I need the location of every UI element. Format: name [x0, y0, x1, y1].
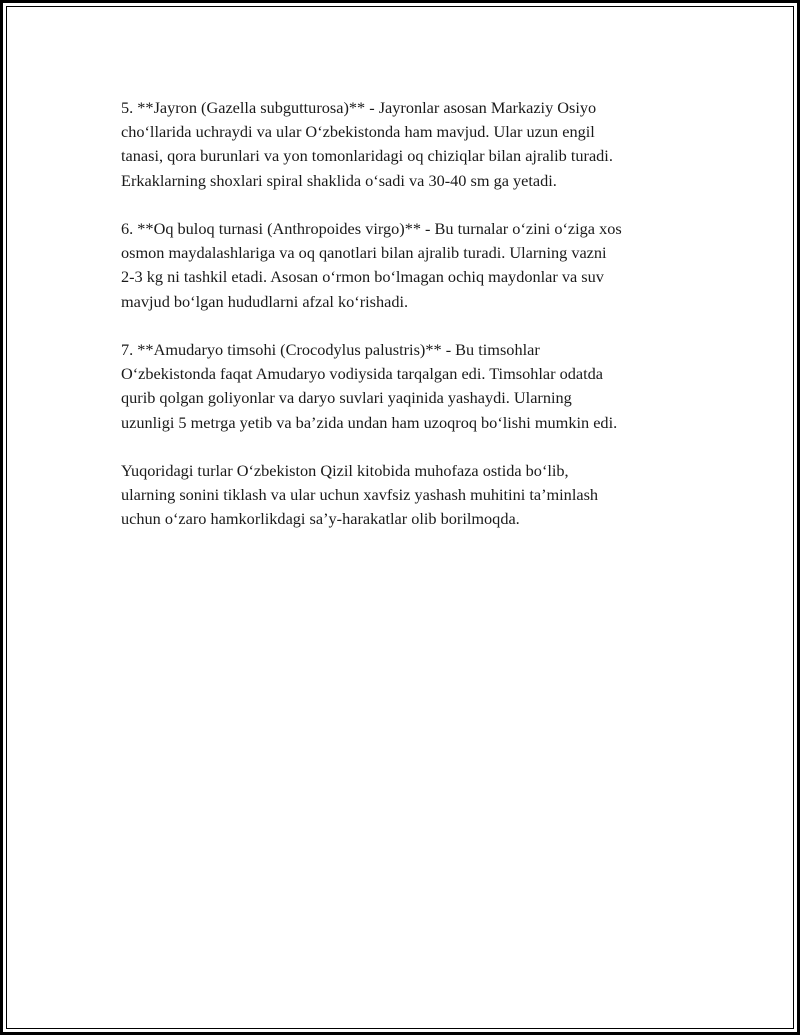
- paragraph-jayron: [121, 96, 701, 193]
- text-line: 5. **Jayron (Gazella subgutturosa)** - Jayronlar asosan Markaziy Osiyo: [121, 98, 597, 117]
- text-line: tanasi, qora burunlari va yon tomonlaridagi oq chiziqlar bilan ajralib turadi.: [121, 146, 613, 166]
- text-line: 2-3 kg ni tashkil etadi. Asosan o‘rmon bo‘lmagan ochiq maydonlar va suv: [121, 267, 604, 287]
- text-line: cho‘llarida uchraydi va ular O‘zbekistonda ham mavjud. Ular uzun engil: [121, 122, 595, 142]
- paragraph-conclusion: [121, 459, 701, 532]
- text-line: mavjud bo‘lgan hududlarni afzal ko‘rishadi.: [121, 291, 409, 311]
- paragraph-oq-buloq-turnasi: [121, 217, 701, 314]
- text-line: osmon maydalashlariga va oq qanotlari bilan ajralib turadi. Ularning vazni: [121, 243, 607, 263]
- text-line: 6. **Oq buloq turnasi (Anthropoides virgo)** - Bu turnalar o‘zini o‘ziga xos: [121, 219, 622, 238]
- document-body: [121, 96, 701, 556]
- text-line: O‘zbekistonda faqat Amudaryo vodiysida tarqalgan edi. Timsohlar odatda: [121, 364, 604, 384]
- text-line: uzunligi 5 metrga yetib va ba’zida undan ham uzoqroq bo‘lishi mumkin edi.: [121, 412, 618, 432]
- text-line: Yuqoridagi turlar O‘zbekiston Qizil kitobida muhofaza ostida bo‘lib,: [121, 461, 569, 480]
- text-line: ularning sonini tiklash va ular uchun xavfsiz yashash muhitini ta’minlash: [121, 485, 599, 505]
- text-line: 7. **Amudaryo timsohi (Crocodylus palustris)** - Bu timsohlar: [121, 340, 540, 359]
- paragraph-amudaryo-timsohi: [121, 338, 701, 435]
- text-line: uchun o‘zaro hamkorlikdagi sa’y-harakatlar olib borilmoqda.: [121, 509, 520, 529]
- text-line: qurib qolgan goliyonlar va daryo suvlari yaqinida yashaydi. Ularning: [121, 388, 572, 408]
- text-line: Erkaklarning shoxlari spiral shaklida o‘sadi va 30-40 sm ga yetadi.: [121, 170, 557, 190]
